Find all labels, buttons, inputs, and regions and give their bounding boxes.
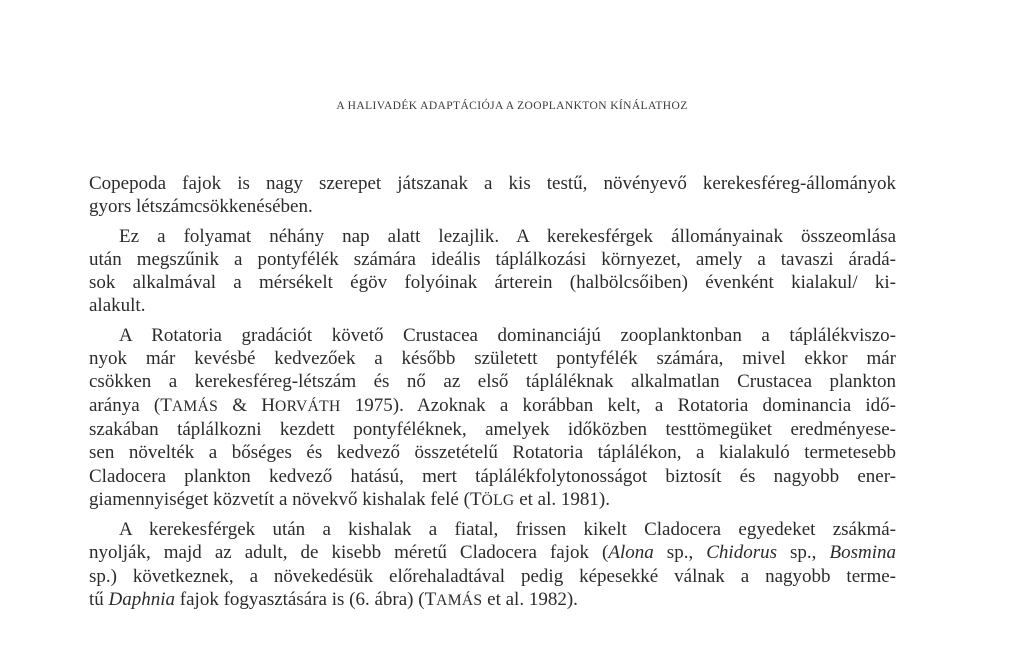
citation-author: T <box>160 394 172 416</box>
citation-author-smallcaps: AMÁS <box>436 592 483 610</box>
running-head: A HALIVADÉK ADAPTÁCIÓJA A ZOOPLANKTON KÍNÁLATHOZ <box>336 100 688 112</box>
taxon-name: Alona <box>608 542 654 564</box>
line-text: ). Azoknak a korábban kelt, a Rotatoria dominancia idő- <box>392 394 897 416</box>
body-text <box>89 172 896 612</box>
paragraph-3-line-1: A Rotatoria gradációt követő Crustacea dominanciájú zooplanktonban a táplálékviszo- <box>119 324 896 346</box>
paragraph-2-line-2: után megszűnik a pontyfélék számára ideális táplálkozási környezet, amely a tavaszi áradá- <box>89 248 896 270</box>
taxon-name: Daphnia <box>108 589 176 611</box>
paragraph-4-line-2 <box>89 541 896 564</box>
taxon-name: Bosmina <box>829 542 896 564</box>
paragraph-3-line-2: nyok már kevésbé kedvezőek a később született pontyfélék számára, mivel ekkor már <box>89 348 896 370</box>
paragraph-2-line-4: alakult. <box>89 295 146 317</box>
line-text: aránya ( <box>89 394 161 416</box>
taxon-name: Chidorus <box>706 542 777 564</box>
citation-author-smallcaps: AMÁS <box>171 397 219 415</box>
paragraph-2-line-3: sok alkalmával a mérsékelt égöv folyóinak árterein (halbölcsőiben) évenként kialakul/ ki- <box>89 272 896 294</box>
citation-author-smallcaps: ORVÁTH <box>275 397 341 415</box>
paragraph-4-line-3: sp.) következnek, a növekedésük előrehaladtával pedig képesekké válnak a nagyobb terme- <box>89 565 896 587</box>
line-text: fajok fogyasztására is (6. ábra) ( <box>175 589 425 611</box>
paragraph-1-line-2: gyors létszámcsökkenésében. <box>89 196 313 218</box>
paragraph-2-line-1: Ez a folyamat néhány nap alatt lezajlik. A kerekesférgek állományainak összeomlása <box>119 225 896 247</box>
paragraph-3-line-6: sen növelték a bőséges és kedvező összetételű Rotatoria táplálékon, a kialakuló termetesebb <box>89 442 896 464</box>
paragraph-1-line-1: Copepoda fajok is nagy szerepet játszanak a kis testű, növényevő kerekesféreg-állományok <box>89 173 896 194</box>
paragraph-3-line-8 <box>89 488 896 512</box>
line-text: et al. 1982). <box>482 589 578 611</box>
citation-ampersand: & <box>218 394 262 416</box>
line-text: nyolják, majd az adult, de kisebb méretű Cladocera fajok ( <box>89 542 609 564</box>
paragraph-3-line-3: csökken a kerekesféreg-létszám és nő az első tápláléknak alkalmatlan Crustacea plankton <box>89 371 896 393</box>
citation-author: H <box>261 394 276 416</box>
line-text: sp., <box>653 542 707 564</box>
line-text: sp., <box>777 542 830 564</box>
line-text: et al. 1981). <box>514 488 610 510</box>
line-text: tű <box>89 589 109 611</box>
citation-year: 1975 <box>340 394 393 416</box>
paragraph-4-line-4 <box>89 588 896 612</box>
line-text: giamennyiséget közvetít a növekvő kishalak felé ( <box>89 488 470 510</box>
citation-author-smallcaps: ÖLG <box>481 491 515 509</box>
paragraph-3-line-4 <box>89 394 896 418</box>
paragraph-3-line-5: szakában táplálkozni kezdett pontyféléknek, amelyek időközben testtömegüket eredményese- <box>89 418 896 440</box>
citation-author: T <box>424 589 437 611</box>
citation-author: T <box>469 488 482 510</box>
paragraph-3-line-7: Cladocera plankton kedvező hatású, mert táplálékfolytonosságot biztosít és nagyobb ener- <box>89 465 896 487</box>
paragraph-4-line-1: A kerekesférgek után a kishalak a fiatal, frissen kikelt Cladocera egyedeket zsákmá- <box>119 519 896 541</box>
